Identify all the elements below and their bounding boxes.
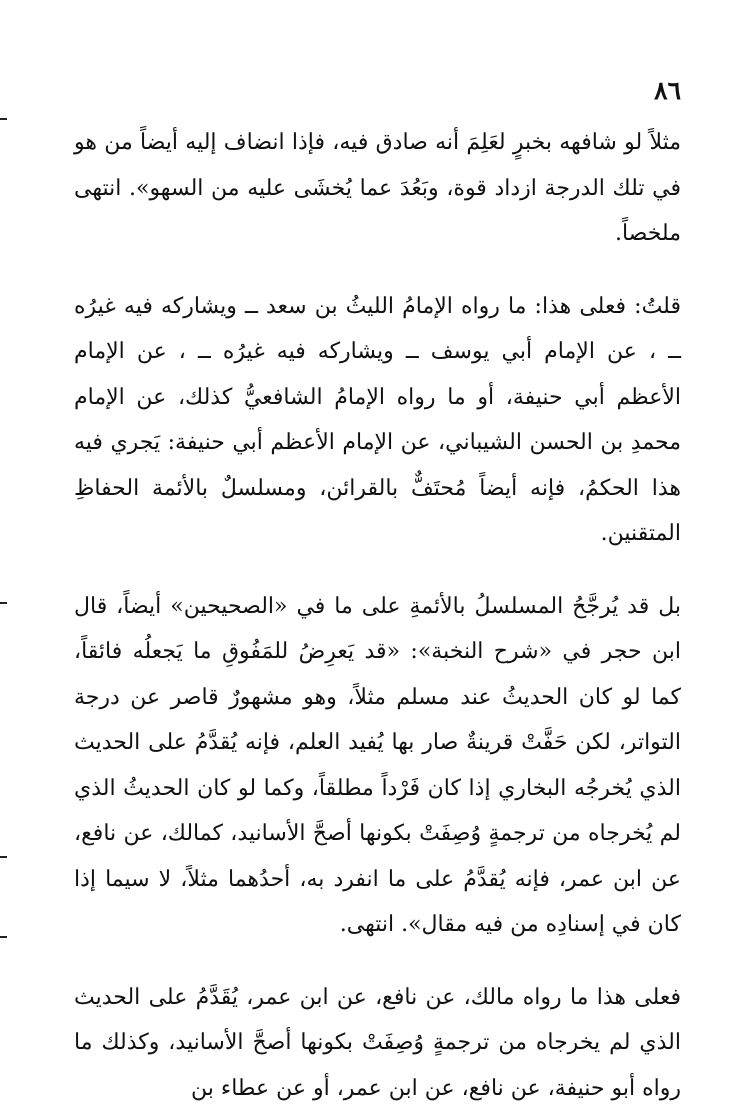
scan-edge-mark bbox=[0, 602, 7, 604]
paragraph-gap bbox=[74, 948, 681, 975]
paragraph-4: فعلى هذا ما رواه مالك، عن نافع، عن ابن عمر، يُقَدَّمُ على الحديث الذي لم يخرجاه من ترجمةٍ وُصِفَتْ بكونها أصحَّ الأسانيد، وكذلك ما رواه أبو حنيفة، عن نافع، عن ابن عمر، أو عن عطاء بن bbox=[74, 975, 681, 1111]
paragraph-2: قلتُ: فعلى هذا: ما رواه الإمامُ الليثُ بن سعد ــ ويشاركه فيه غيرُه ــ ، عن الإمام أبي يوسف ــ ويشاركه فيه غيرُه ــ ، عن الإمام الأعظم أبي حنيفة، أو ما رواه الإمامُ الشافعيُّ كذلك، عن الإمام محمدِ بن الحسن الشيباني، عن الإمام الأعظم أبي حنيفة: يَجري فيه هذا الحكمُ، فإنه أيضاً مُحتَفٌّ بالقرائن، ومسلسلٌ بالأئمة الحفاظِ المتقنين. bbox=[74, 284, 681, 557]
body-text bbox=[74, 120, 681, 1111]
page-number: ٨٦ bbox=[654, 76, 681, 105]
paragraph-3: بل قد يُرجَّحُ المسلسلُ بالأئمةِ على ما في «الصحيحين» أيضاً، قال ابن حجر في «شرح النخبة»: «قد يَعرِضُ للمَفُوقِ ما يَجعلُه فائقاً، كما لو كان الحديثُ عند مسلم مثلاً، وهو مشهورٌ قاصر عن درجة التواتر، لكن حَفَّتْ قرينةٌ صار بها يُفيد العلم، فإنه يُقدَّمُ على الحديث الذي يُخرجُه البخاري إذا كان فَرْداً مطلقاً، وكما لو كان الحديثُ الذي لم يُخرجاه من ترجمةٍ وُصِفَتْ بكونها أصحَّ الأسانيد، كمالك، عن نافع، عن ابن عمر، فإنه يُقدَّمُ على ما انفرد به، أحدُهما مثلاً، لا سيما إذا كان في إسنادِه من فيه مقال». انتهى. bbox=[74, 584, 681, 948]
scan-edge-mark bbox=[0, 118, 7, 120]
paragraph-gap bbox=[74, 257, 681, 284]
paragraph-gap bbox=[74, 557, 681, 584]
scan-edge-mark bbox=[0, 936, 7, 938]
paragraph-1: مثلاً لو شافهه بخبرٍ لعَلِمَ أنه صادق فيه، فإذا انضاف إليه أيضاً من هو في تلك الدرجة ازداد قوة، وبَعُدَ عما يُخشَى عليه من السهو». انتهى ملخصاً. bbox=[74, 120, 681, 257]
scan-edge-mark bbox=[0, 856, 7, 858]
